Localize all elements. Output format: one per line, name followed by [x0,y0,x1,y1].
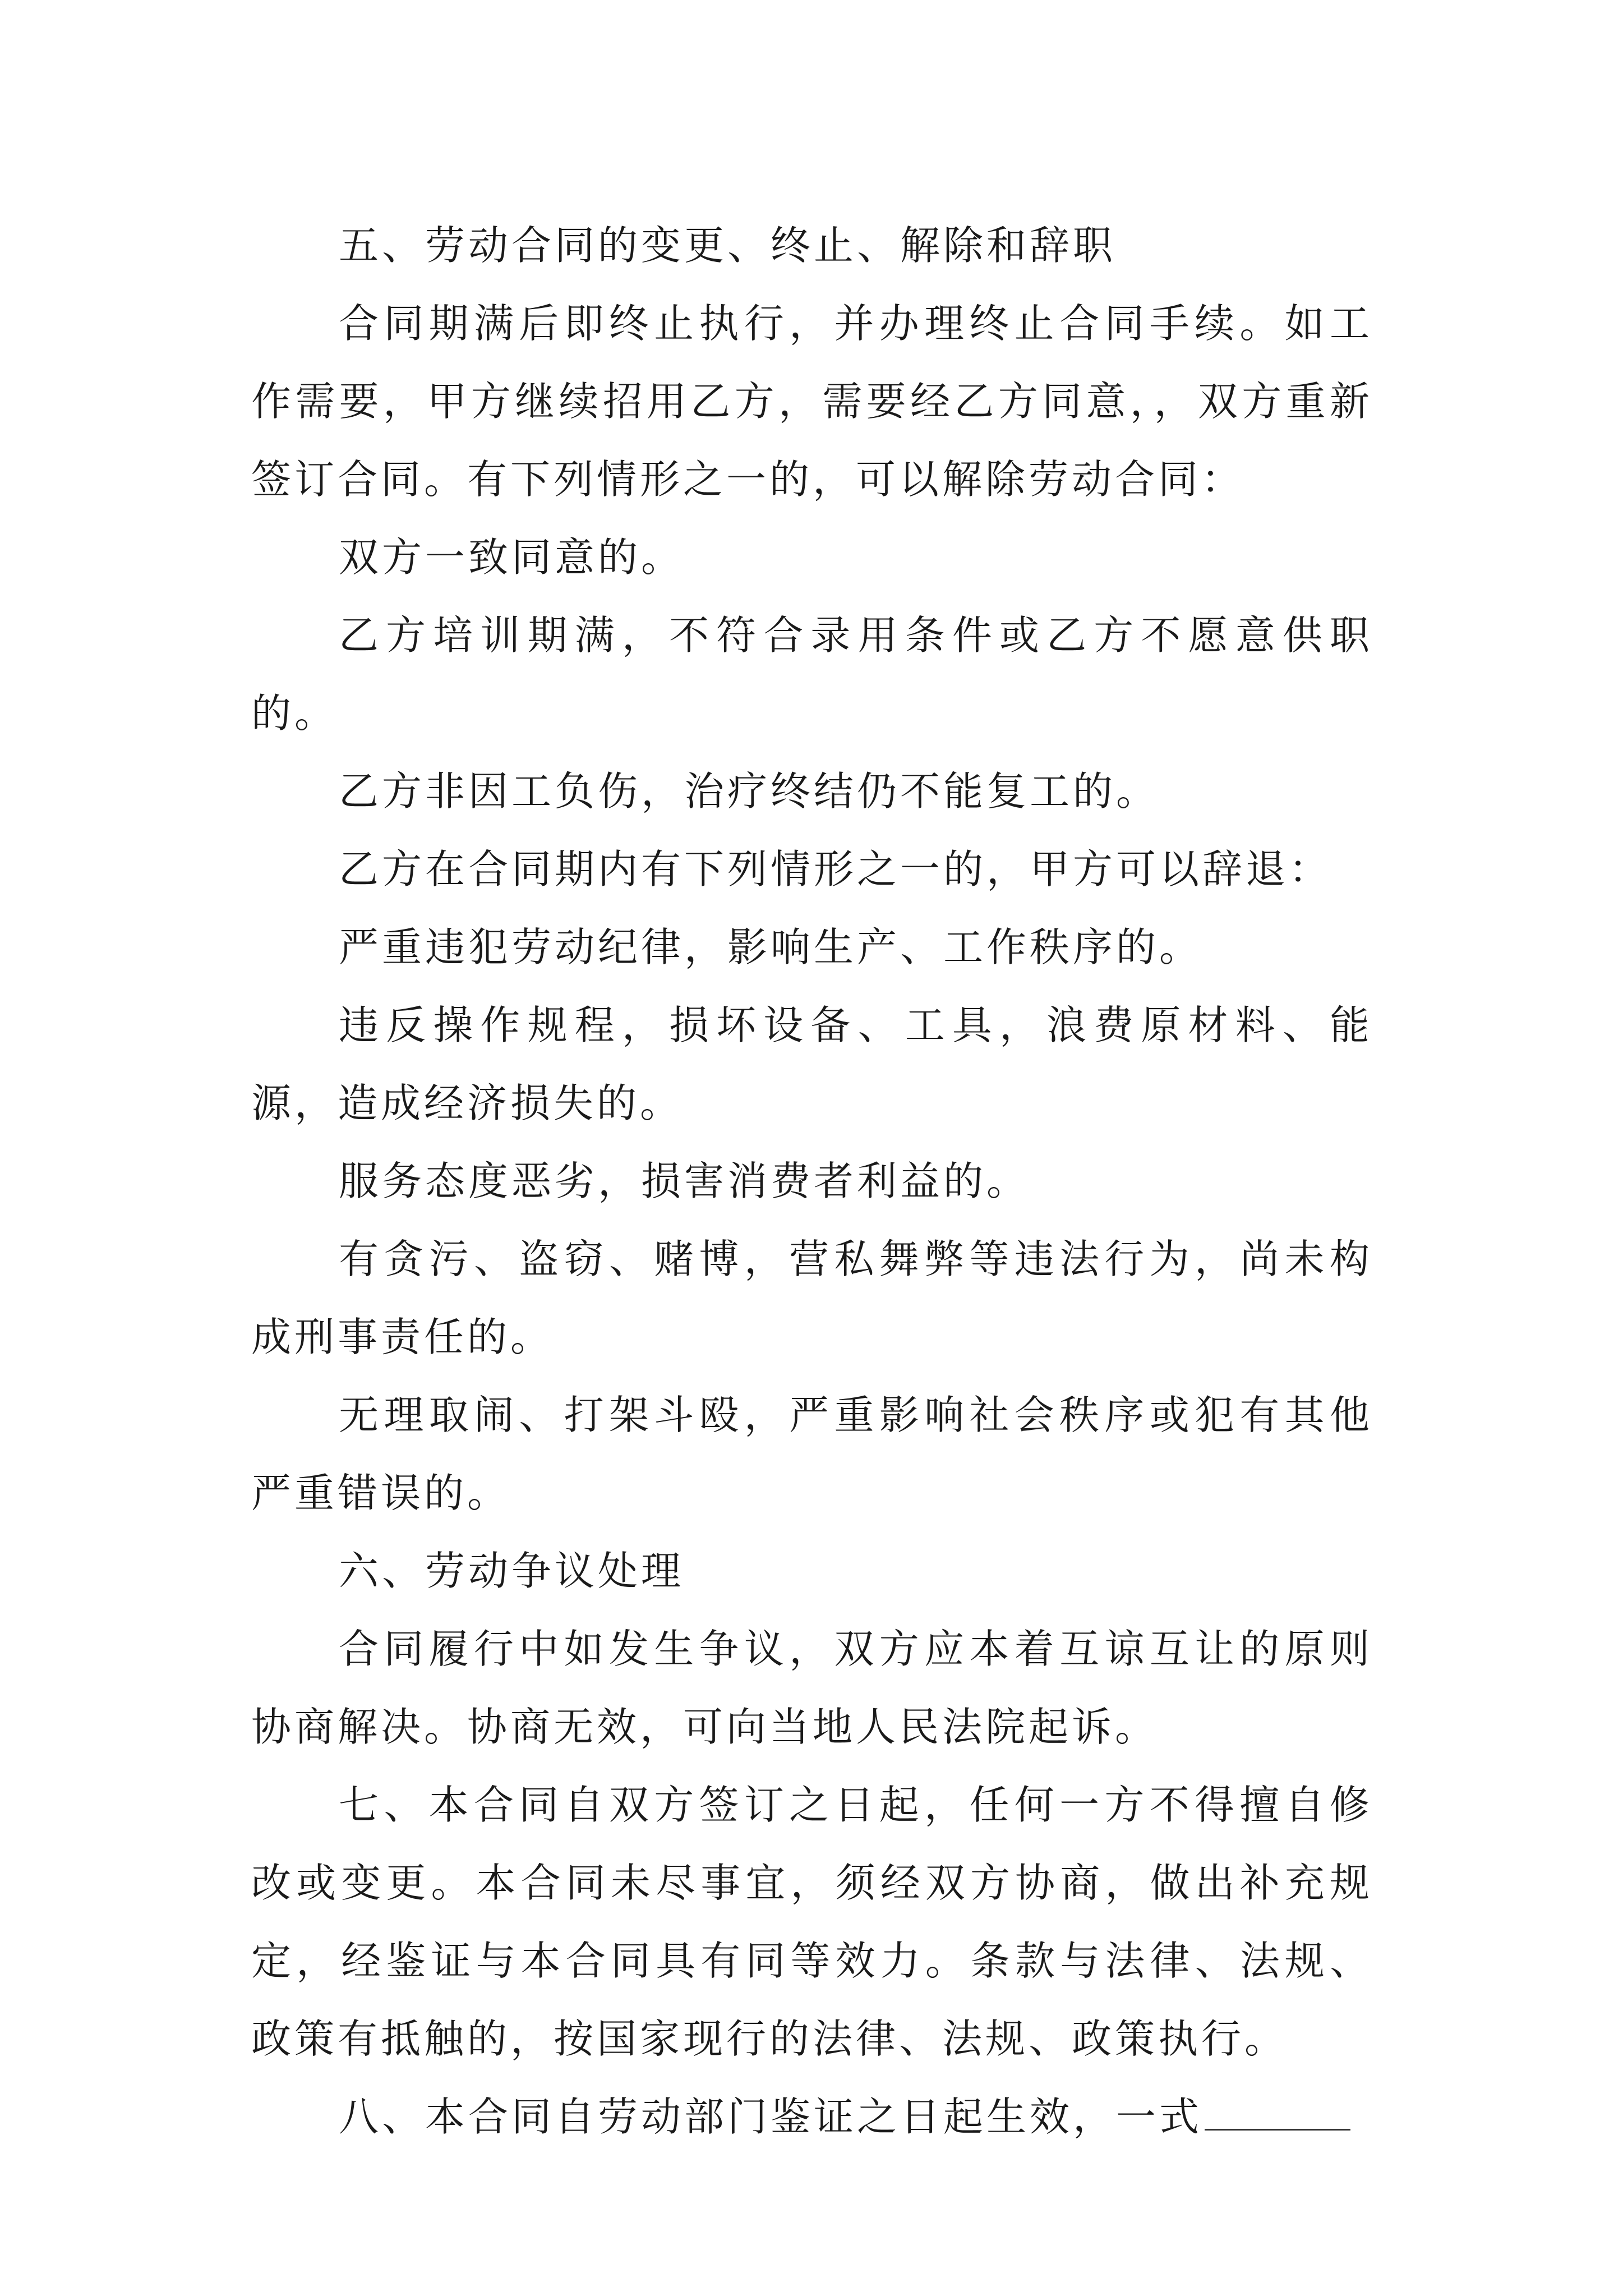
paragraph-contract-expiry: 合同期满后即终止执行，并办理终止合同手续。如工作需要，甲方继续招用乙方，需要经乙方同意，，双方重新签订合同。有下列情形之一的，可以解除劳动合同： [251,300,1373,503]
section-8-text: 八、本合同自劳动部门鉴证之日起生效，一式 [339,2093,1203,2140]
list-item-training-period: 乙方培训期满，不符合录用条件或乙方不愿意供职的。 [251,612,1373,737]
list-item-non-work-injury: 乙方非因工负伤，治疗终结仍不能复工的。 [339,768,1160,815]
section-heading-5: 五、劳动合同的变更、终止、解除和辞职 [339,222,1117,269]
list-item-discipline-violation: 严重违犯劳动纪律，影响生产、工作秩序的。 [339,924,1203,970]
paragraph-dispute-resolution: 合同履行中如发生争议，双方应本着互谅互让的原则协商解决。协商无效，可向当地人民法院起诉。 [251,1626,1373,1750]
paragraph-dismissal-conditions: 乙方在合同期内有下列情形之一的，甲方可以辞退： [339,846,1332,892]
list-item-operating-rules: 违反操作规程，损坏设备、工具，浪费原材料、能源，造成经济损失的。 [251,1002,1373,1126]
list-item-illegal-acts: 有贪污、盗窃、赌博，营私舞弊等违法行为，尚未构成刑事责任的。 [251,1236,1373,1360]
paragraph-section-7: 七、本合同自双方签订之日起，任何一方不得擅自修改或变更。本合同未尽事宜，须经双方协商，做出补充规定，经鉴证与本合同具有同等效力。条款与法律、法规、政策有抵触的，按国家现行的法律、法规、政策执行。 [251,1782,1373,2062]
document-body [251,206,1373,2156]
paragraph-section-8 [251,2078,1373,2156]
section-heading-6: 六、劳动争议处理 [339,1548,685,1594]
list-item-disorderly-conduct: 无理取闹、打架斗殴，严重影响社会秩序或犯有其他严重错误的。 [251,1392,1373,1516]
list-item-service-attitude: 服务态度恶劣，损害消费者利益的。 [339,1158,1030,1204]
copies-blank-line [1205,2095,1350,2131]
list-item-mutual-consent: 双方一致同意的。 [339,534,685,581]
